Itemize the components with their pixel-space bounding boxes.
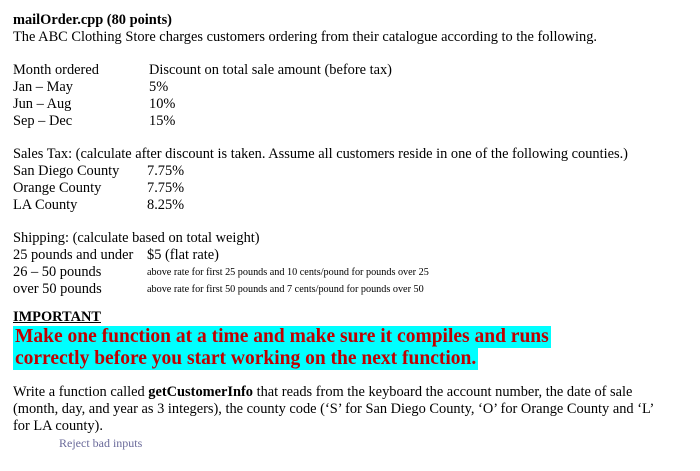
- shipping-row: [13, 247, 693, 264]
- important-line-2: correctly before you start working on the next function.: [15, 348, 477, 369]
- sales-tax-table: [13, 146, 693, 214]
- weight-range: 26 – 50 pounds: [13, 264, 102, 280]
- function-desc-line-1: [13, 384, 683, 401]
- tax-rate: 7.75%: [147, 180, 185, 196]
- assignment-title: mailOrder.cpp (80 points): [13, 12, 172, 28]
- discount-header-amount: Discount on total sale amount (before tax): [149, 62, 392, 78]
- shipping-table: [13, 230, 693, 298]
- function-desc-cut-line: Reject bad inputs: [59, 436, 143, 450]
- weight-range: 25 pounds and under: [13, 247, 134, 263]
- discount-row: [13, 113, 693, 130]
- shipping-row: [13, 281, 693, 298]
- function-desc-line-3: for LA county).: [13, 418, 103, 434]
- weight-range: over 50 pounds: [13, 281, 102, 297]
- discount-period: Jan – May: [13, 79, 73, 95]
- shipping-rate: above rate for first 25 pounds and 10 cents/pound for pounds over 25: [147, 267, 429, 278]
- function-desc-after: that reads from the keyboard the account number, the date of sale: [253, 384, 633, 400]
- tax-rate: 7.75%: [147, 163, 185, 179]
- discount-row: [13, 96, 693, 113]
- important-line-1: Make one function at a time and make sure it compiles and runs: [15, 326, 549, 347]
- discount-rate: 10%: [149, 96, 176, 112]
- shipping-rate: above rate for first 50 pounds and 7 cents/pound for pounds over 50: [147, 284, 424, 295]
- sales-tax-header: Sales Tax: (calculate after discount is taken. Assume all customers reside in one of the following counties.): [13, 146, 628, 162]
- discount-period: Sep – Dec: [13, 113, 73, 129]
- tax-row: [13, 163, 693, 180]
- function-description: [13, 384, 693, 452]
- important-label: IMPORTANT: [13, 309, 101, 325]
- tax-row: [13, 180, 693, 197]
- discount-rate: 15%: [149, 113, 176, 129]
- discount-header-month: Month ordered: [13, 62, 99, 78]
- county-name: San Diego County: [13, 163, 120, 179]
- shipping-row: [13, 264, 693, 281]
- county-name: LA County: [13, 197, 78, 213]
- intro-text: The ABC Clothing Store charges customers ordering from their catalogue according to the following.: [13, 29, 598, 45]
- tax-row: [13, 197, 693, 214]
- tax-rate: 8.25%: [147, 197, 185, 213]
- discount-rate: 5%: [149, 79, 169, 95]
- function-desc-line-2: (month, day, and year as 3 integers), the county code (‘S’ for San Diego County, ‘O’ for Orange County and ‘L’: [13, 401, 655, 417]
- county-name: Orange County: [13, 180, 102, 196]
- discount-period: Jun – Aug: [13, 96, 72, 112]
- discount-table: [13, 62, 693, 130]
- shipping-header: Shipping: (calculate based on total weight): [13, 230, 260, 246]
- discount-header: [13, 62, 693, 79]
- document-page: [13, 12, 693, 452]
- discount-row: [13, 79, 693, 96]
- function-name: getCustomerInfo: [148, 384, 253, 400]
- function-desc-before: Write a function called: [13, 384, 149, 400]
- shipping-rate: $5 (flat rate): [147, 247, 219, 263]
- important-callout: [13, 326, 693, 370]
